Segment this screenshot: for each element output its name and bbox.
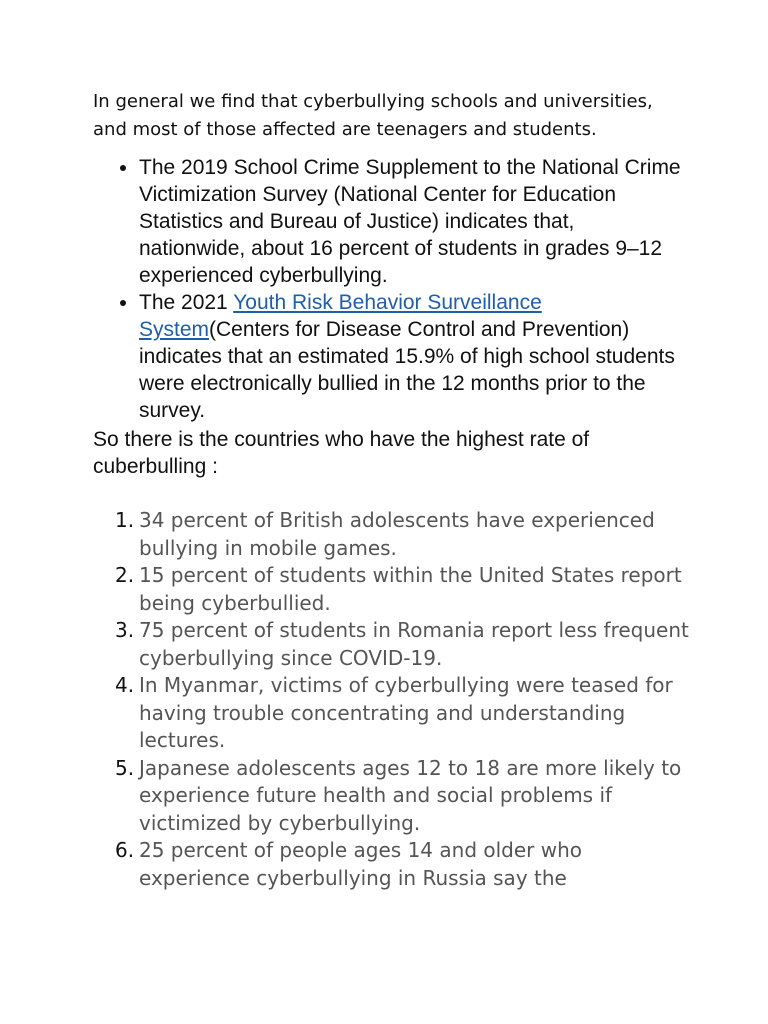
list-item-number: 2.: [115, 563, 135, 587]
countries-numbered-list: [93, 507, 693, 892]
list-item-text: 15 percent of students within the United States report being cyberbullied.: [139, 563, 682, 615]
intro-paragraph: In general we find that cyberbullying schools and universities, and most of those affected are teenagers and students.: [93, 91, 653, 140]
list-item: [115, 507, 693, 562]
bullet-item-text: The 2019 School Crime Supplement to the National Crime Victimization Survey (National Center for Education Statistics and Bureau of Justice) indicates that, nationwide, about 16 percent of students in grades 9–12 experienced cyberbullying.: [139, 156, 681, 287]
list-item-text: Japanese adolescents ages 12 to 18 are more likely to experience future health and social problems if victimized by cyberbullying.: [139, 755, 682, 835]
bullet-item-prefix: The 2021: [139, 291, 234, 314]
countries-lead-paragraph: So there is the countries who have the highest rate of cuberbulling :: [93, 428, 590, 478]
bullet-item-youth-risk-survey: [139, 289, 683, 424]
youth-risk-survey-link[interactable]: Youth Risk Behavior Surveillance System: [139, 291, 542, 341]
list-item: [115, 672, 693, 755]
list-item-number: 3.: [115, 618, 135, 642]
list-item: [115, 755, 693, 838]
list-item-number: 6.: [115, 838, 135, 862]
list-item-number: 1.: [115, 508, 135, 532]
list-item: [115, 617, 693, 672]
list-item-text: 25 percent of people ages 14 and older who experience cyberbullying in Russia say the: [139, 838, 583, 890]
list-item: [115, 837, 693, 892]
list-item: [115, 562, 693, 617]
list-item-text: 34 percent of British adolescents have experienced bullying in mobile games.: [139, 508, 655, 560]
list-item-number: 4.: [115, 673, 135, 697]
list-item-text: In Myanmar, victims of cyberbullying were teased for having trouble concentrating and understanding lectures.: [139, 673, 673, 752]
statistics-bullet-list: [93, 154, 683, 424]
bullet-item-suffix: (Centers for Disease Control and Prevention) indicates that an estimated 15.9% of high school students were electronically bullied in the 12 months prior to the survey.: [139, 318, 675, 422]
bullet-item-school-crime-supplement: [139, 154, 683, 289]
list-item-number: 5.: [115, 755, 135, 780]
list-item-text: 75 percent of students in Romania report less frequent cyberbullying since COVID-19.: [139, 618, 689, 670]
